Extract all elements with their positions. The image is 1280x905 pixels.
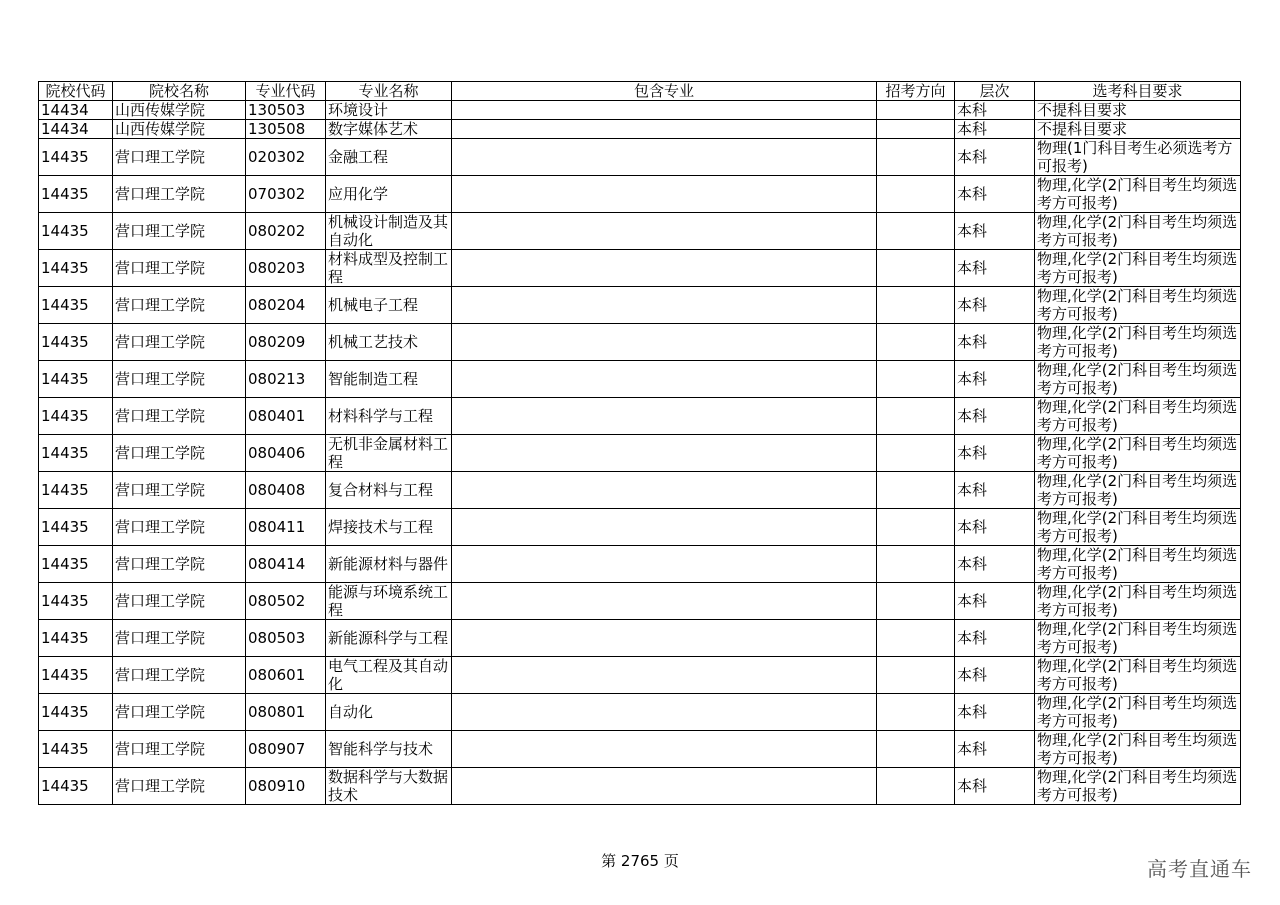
- cell-major-name: 数据科学与大数据技术: [326, 768, 452, 805]
- cell-school-code: 14435: [39, 768, 113, 805]
- header-included-majors: 包含专业: [452, 82, 877, 101]
- cell-direction: [877, 583, 955, 620]
- cell-school-code: 14435: [39, 472, 113, 509]
- table-row: [39, 120, 1241, 139]
- cell-school-code: 14435: [39, 657, 113, 694]
- cell-requirement: 物理,化学(2门科目考生均须选考方可报考): [1035, 694, 1241, 731]
- table-row: [39, 287, 1241, 324]
- cell-major-code: 080202: [246, 213, 326, 250]
- cell-major-name: 新能源科学与工程: [326, 620, 452, 657]
- cell-direction: [877, 620, 955, 657]
- header-requirement: 选考科目要求: [1035, 82, 1241, 101]
- cell-school-name: 营口理工学院: [113, 398, 246, 435]
- cell-school-code: 14435: [39, 361, 113, 398]
- cell-direction: [877, 324, 955, 361]
- cell-direction: [877, 361, 955, 398]
- cell-major-name: 材料成型及控制工程: [326, 250, 452, 287]
- table-row: [39, 546, 1241, 583]
- cell-requirement: 物理,化学(2门科目考生均须选考方可报考): [1035, 324, 1241, 361]
- header-school-name: 院校名称: [113, 82, 246, 101]
- table-body: [39, 101, 1241, 805]
- cell-included-majors: [452, 472, 877, 509]
- cell-major-code: 020302: [246, 139, 326, 176]
- header-school-code: 院校代码: [39, 82, 113, 101]
- cell-included-majors: [452, 657, 877, 694]
- cell-school-name: 山西传媒学院: [113, 101, 246, 120]
- cell-requirement: 物理,化学(2门科目考生均须选考方可报考): [1035, 250, 1241, 287]
- cell-included-majors: [452, 361, 877, 398]
- cell-major-code: 080503: [246, 620, 326, 657]
- cell-direction: [877, 472, 955, 509]
- cell-school-name: 营口理工学院: [113, 435, 246, 472]
- cell-level: 本科: [955, 398, 1035, 435]
- page-number: 第 2765 页: [601, 852, 679, 870]
- cell-included-majors: [452, 435, 877, 472]
- cell-major-name: 无机非金属材料工程: [326, 435, 452, 472]
- table-row: [39, 361, 1241, 398]
- cell-major-code: 080401: [246, 398, 326, 435]
- cell-school-name: 营口理工学院: [113, 583, 246, 620]
- table-row: [39, 472, 1241, 509]
- cell-major-name: 智能制造工程: [326, 361, 452, 398]
- cell-school-name: 营口理工学院: [113, 139, 246, 176]
- cell-school-name: 营口理工学院: [113, 287, 246, 324]
- cell-school-code: 14434: [39, 120, 113, 139]
- cell-school-code: 14435: [39, 509, 113, 546]
- cell-major-name: 能源与环境系统工程: [326, 583, 452, 620]
- cell-major-code: 080209: [246, 324, 326, 361]
- cell-major-code: 130508: [246, 120, 326, 139]
- cell-major-code: 080414: [246, 546, 326, 583]
- table-row: [39, 213, 1241, 250]
- cell-major-name: 机械电子工程: [326, 287, 452, 324]
- cell-school-name: 营口理工学院: [113, 731, 246, 768]
- cell-level: 本科: [955, 472, 1035, 509]
- cell-requirement: 物理,化学(2门科目考生均须选考方可报考): [1035, 768, 1241, 805]
- cell-requirement: 物理,化学(2门科目考生均须选考方可报考): [1035, 657, 1241, 694]
- cell-included-majors: [452, 546, 877, 583]
- cell-included-majors: [452, 620, 877, 657]
- cell-requirement: 物理(1门科目考生必须选考方可报考): [1035, 139, 1241, 176]
- table-row: [39, 398, 1241, 435]
- cell-requirement: 物理,化学(2门科目考生均须选考方可报考): [1035, 435, 1241, 472]
- cell-major-name: 机械工艺技术: [326, 324, 452, 361]
- cell-major-name: 数字媒体艺术: [326, 120, 452, 139]
- cell-level: 本科: [955, 120, 1035, 139]
- cell-major-name: 材料科学与工程: [326, 398, 452, 435]
- cell-direction: [877, 509, 955, 546]
- cell-level: 本科: [955, 176, 1035, 213]
- cell-included-majors: [452, 101, 877, 120]
- cell-major-code: 080213: [246, 361, 326, 398]
- cell-direction: [877, 768, 955, 805]
- table-row: [39, 176, 1241, 213]
- cell-direction: [877, 120, 955, 139]
- table-row: [39, 694, 1241, 731]
- cell-included-majors: [452, 509, 877, 546]
- cell-level: 本科: [955, 731, 1035, 768]
- cell-major-name: 应用化学: [326, 176, 452, 213]
- watermark-logo-text: 高考直通车: [1147, 857, 1252, 881]
- cell-major-name: 焊接技术与工程: [326, 509, 452, 546]
- cell-direction: [877, 398, 955, 435]
- cell-included-majors: [452, 731, 877, 768]
- cell-direction: [877, 176, 955, 213]
- cell-school-name: 营口理工学院: [113, 620, 246, 657]
- cell-school-code: 14435: [39, 583, 113, 620]
- cell-major-code: 080910: [246, 768, 326, 805]
- cell-direction: [877, 694, 955, 731]
- cell-included-majors: [452, 398, 877, 435]
- cell-requirement: 物理,化学(2门科目考生均须选考方可报考): [1035, 398, 1241, 435]
- table-row: [39, 583, 1241, 620]
- cell-level: 本科: [955, 657, 1035, 694]
- cell-level: 本科: [955, 509, 1035, 546]
- header-major-name: 专业名称: [326, 82, 452, 101]
- cell-major-name: 环境设计: [326, 101, 452, 120]
- cell-level: 本科: [955, 435, 1035, 472]
- cell-requirement: 物理,化学(2门科目考生均须选考方可报考): [1035, 472, 1241, 509]
- cell-level: 本科: [955, 139, 1035, 176]
- cell-school-name: 营口理工学院: [113, 324, 246, 361]
- cell-included-majors: [452, 287, 877, 324]
- cell-included-majors: [452, 583, 877, 620]
- table-row: [39, 620, 1241, 657]
- cell-included-majors: [452, 139, 877, 176]
- cell-school-code: 14435: [39, 250, 113, 287]
- cell-major-code: 080907: [246, 731, 326, 768]
- cell-school-name: 营口理工学院: [113, 250, 246, 287]
- cell-requirement: 物理,化学(2门科目考生均须选考方可报考): [1035, 361, 1241, 398]
- cell-school-name: 营口理工学院: [113, 694, 246, 731]
- cell-requirement: 不提科目要求: [1035, 120, 1241, 139]
- cell-direction: [877, 213, 955, 250]
- cell-included-majors: [452, 250, 877, 287]
- cell-level: 本科: [955, 768, 1035, 805]
- cell-school-code: 14435: [39, 176, 113, 213]
- table-row: [39, 768, 1241, 805]
- cell-school-name: 营口理工学院: [113, 509, 246, 546]
- cell-school-name: 营口理工学院: [113, 361, 246, 398]
- cell-school-code: 14435: [39, 620, 113, 657]
- cell-school-name: 营口理工学院: [113, 176, 246, 213]
- cell-school-name: 营口理工学院: [113, 768, 246, 805]
- cell-major-name: 金融工程: [326, 139, 452, 176]
- table-row: [39, 324, 1241, 361]
- cell-major-code: 080411: [246, 509, 326, 546]
- cell-major-code: 070302: [246, 176, 326, 213]
- header-direction: 招考方向: [877, 82, 955, 101]
- header-level: 层次: [955, 82, 1035, 101]
- cell-direction: [877, 287, 955, 324]
- cell-level: 本科: [955, 361, 1035, 398]
- table-row: [39, 509, 1241, 546]
- cell-school-name: 营口理工学院: [113, 546, 246, 583]
- cell-requirement: 物理,化学(2门科目考生均须选考方可报考): [1035, 213, 1241, 250]
- cell-school-name: 营口理工学院: [113, 472, 246, 509]
- cell-school-code: 14435: [39, 546, 113, 583]
- table-row: [39, 435, 1241, 472]
- cell-school-code: 14435: [39, 324, 113, 361]
- cell-major-name: 自动化: [326, 694, 452, 731]
- cell-included-majors: [452, 694, 877, 731]
- table-row: [39, 731, 1241, 768]
- cell-requirement: 物理,化学(2门科目考生均须选考方可报考): [1035, 176, 1241, 213]
- cell-requirement: 物理,化学(2门科目考生均须选考方可报考): [1035, 287, 1241, 324]
- cell-major-code: 080406: [246, 435, 326, 472]
- cell-major-name: 电气工程及其自动化: [326, 657, 452, 694]
- cell-requirement: 物理,化学(2门科目考生均须选考方可报考): [1035, 509, 1241, 546]
- cell-school-code: 14435: [39, 731, 113, 768]
- cell-school-name: 山西传媒学院: [113, 120, 246, 139]
- table-row: [39, 657, 1241, 694]
- cell-major-name: 复合材料与工程: [326, 472, 452, 509]
- cell-level: 本科: [955, 620, 1035, 657]
- cell-school-code: 14435: [39, 398, 113, 435]
- cell-level: 本科: [955, 583, 1035, 620]
- cell-requirement: 不提科目要求: [1035, 101, 1241, 120]
- cell-school-code: 14435: [39, 287, 113, 324]
- cell-major-name: 智能科学与技术: [326, 731, 452, 768]
- cell-school-code: 14435: [39, 435, 113, 472]
- cell-major-code: 080204: [246, 287, 326, 324]
- cell-level: 本科: [955, 101, 1035, 120]
- cell-major-name: 机械设计制造及其自动化: [326, 213, 452, 250]
- cell-direction: [877, 657, 955, 694]
- cell-school-name: 营口理工学院: [113, 657, 246, 694]
- cell-requirement: 物理,化学(2门科目考生均须选考方可报考): [1035, 583, 1241, 620]
- cell-included-majors: [452, 324, 877, 361]
- cell-major-code: 080801: [246, 694, 326, 731]
- cell-school-code: 14434: [39, 101, 113, 120]
- cell-major-code: 080502: [246, 583, 326, 620]
- cell-direction: [877, 139, 955, 176]
- cell-direction: [877, 250, 955, 287]
- cell-level: 本科: [955, 694, 1035, 731]
- cell-level: 本科: [955, 250, 1035, 287]
- cell-school-name: 营口理工学院: [113, 213, 246, 250]
- cell-level: 本科: [955, 213, 1035, 250]
- cell-level: 本科: [955, 287, 1035, 324]
- cell-included-majors: [452, 120, 877, 139]
- cell-level: 本科: [955, 324, 1035, 361]
- table-row: [39, 101, 1241, 120]
- cell-major-code: 130503: [246, 101, 326, 120]
- cell-included-majors: [452, 213, 877, 250]
- header-major-code: 专业代码: [246, 82, 326, 101]
- cell-major-code: 080408: [246, 472, 326, 509]
- cell-included-majors: [452, 768, 877, 805]
- cell-direction: [877, 101, 955, 120]
- cell-requirement: 物理,化学(2门科目考生均须选考方可报考): [1035, 546, 1241, 583]
- admissions-table: [38, 81, 1241, 805]
- cell-level: 本科: [955, 546, 1035, 583]
- cell-requirement: 物理,化学(2门科目考生均须选考方可报考): [1035, 731, 1241, 768]
- cell-included-majors: [452, 176, 877, 213]
- cell-school-code: 14435: [39, 213, 113, 250]
- cell-direction: [877, 731, 955, 768]
- cell-requirement: 物理,化学(2门科目考生均须选考方可报考): [1035, 620, 1241, 657]
- table-row: [39, 250, 1241, 287]
- table-header-row: [39, 82, 1241, 101]
- cell-direction: [877, 435, 955, 472]
- cell-school-code: 14435: [39, 694, 113, 731]
- cell-major-name: 新能源材料与器件: [326, 546, 452, 583]
- cell-major-code: 080601: [246, 657, 326, 694]
- cell-direction: [877, 546, 955, 583]
- cell-school-code: 14435: [39, 139, 113, 176]
- table-row: [39, 139, 1241, 176]
- cell-major-code: 080203: [246, 250, 326, 287]
